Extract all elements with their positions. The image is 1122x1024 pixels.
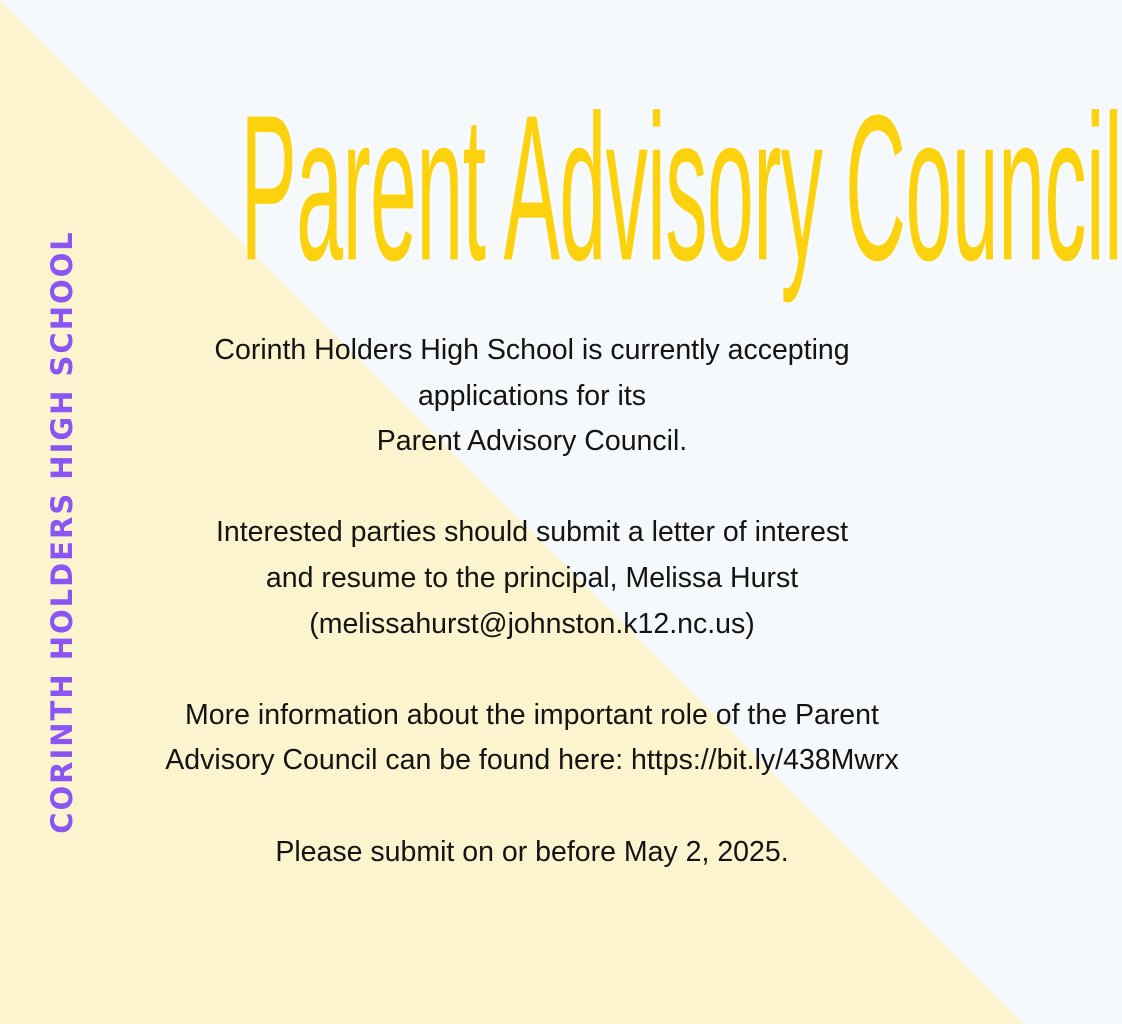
body-line: applications for its — [417, 379, 647, 412]
paragraph-applications — [96, 328, 968, 465]
body-line: Interested parties should submit a letter of interest — [215, 516, 849, 549]
paragraph-more-info — [96, 693, 968, 784]
flyer-title: Parent Advisory Council — [240, 73, 1122, 305]
body-line: and resume to the principal, Melissa Hurst — [265, 561, 799, 594]
body-line: Parent Advisory Council. — [376, 425, 688, 458]
more-info-link-line: Advisory Council can be found here: https://bit.ly/438Mwrx — [165, 744, 899, 777]
body-line: Corinth Holders High School is currently accepting — [214, 334, 850, 366]
paragraph-submission — [96, 510, 968, 647]
school-name-vertical-label: CORINTH HOLDERS HIGH SCHOOL — [45, 230, 79, 834]
body-line: More information about the important role of the Parent — [185, 698, 879, 731]
paragraph-deadline — [96, 830, 968, 876]
deadline-line: Please submit on or before May 2, 2025. — [275, 835, 789, 868]
principal-email: (melissahurst@johnston.k12.nc.us) — [309, 607, 755, 640]
flyer-body — [96, 328, 968, 875]
